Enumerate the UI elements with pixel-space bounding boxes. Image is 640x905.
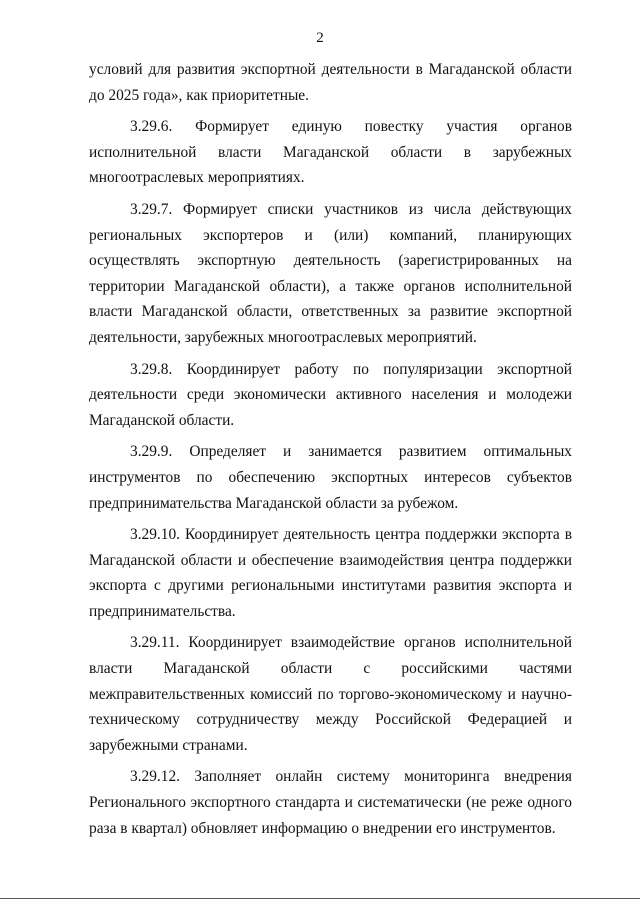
paragraph-3-29-8: 3.29.8. Координирует работу по популяризации экспортной деятельности среди экономически активного населения и молодежи Магаданской области.	[89, 360, 572, 429]
paragraph-3-29-6: 3.29.6. Формирует единую повестку участия органов исполнительной власти Магаданской области в зарубежных многоотраслевых мероприятиях.	[89, 118, 572, 187]
footer-divider	[0, 898, 640, 899]
page-number: 2	[316, 30, 324, 46]
paragraph-3-29-12: 3.29.12. Заполняет онлайн систему мониторинга внедрения Регионального экспортного стандарта и систематически (не реже одного раза в квартал) обновляет информацию о внедрении его инструментов.	[89, 768, 572, 837]
document-body	[89, 57, 572, 841]
paragraph-3-29-7: 3.29.7. Формирует списки участников из числа действующих региональных экспортеров и (или) компаний, планирующих осуществлять экспортную деятельность (зарегистрированных на территории Магаданской области), а также органов исполнительной власти Магаданской области, ответственных за развитие экспортной деятельности, зарубежных многоотраслевых мероприятий.	[89, 200, 572, 346]
paragraph-3-29-10: 3.29.10. Координирует деятельность центра поддержки экспорта в Магаданской области и обеспечение взаимодействия центра поддержки экспорта с другими региональными институтами развития экспорта и предпринимательства.	[89, 526, 572, 620]
paragraph-3-29-11: 3.29.11. Координирует взаимодействие органов исполнительной власти Магаданской области с российскими частями межправительственных комиссий по торгово-экономическому и научно-техническому сотрудничеству между Российской Федерацией и зарубежными странами.	[89, 634, 572, 754]
paragraph-continuation: условий для развития экспортной деятельности в Магаданской области до 2025 года», как приоритетные.	[89, 61, 572, 104]
paragraph-3-29-9: 3.29.9. Определяет и занимается развитием оптимальных инструментов по обеспечению экспортных интересов субъектов предпринимательства Магаданской области за рубежом.	[89, 443, 572, 512]
